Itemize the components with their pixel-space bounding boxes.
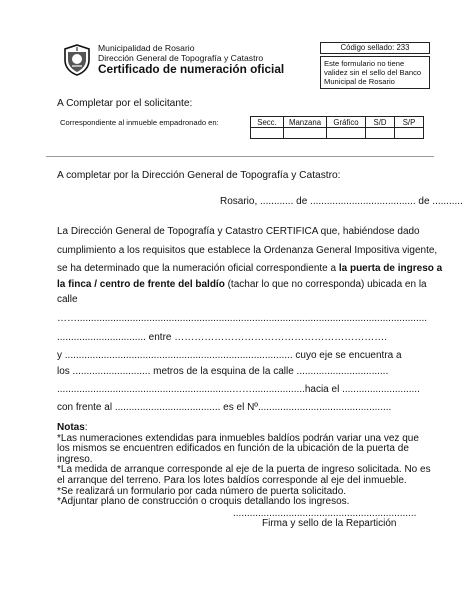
department-name: Dirección General de Topografía y Catastro	[98, 53, 264, 63]
cadastre-input-secc[interactable]	[251, 128, 284, 139]
cadastre-header-manzana: Manzana	[284, 117, 327, 128]
cadastre-header-sd: S/D	[366, 117, 395, 128]
notes-heading-line: Notas:	[57, 422, 88, 433]
validity-note-box: Este formulario no tiene validez sin el sello del Banco Municipal de Rosario	[320, 56, 430, 89]
cadastre-header-sp: S/P	[395, 117, 424, 128]
municipality-name: Municipalidad de Rosario	[98, 43, 195, 53]
signature-label: Firma y sello de la Repartición	[262, 518, 397, 529]
frontage-number-fill-line[interactable]: con frente al ...................................... es el Nº................................................	[57, 402, 392, 413]
certificate-line-5: calle	[57, 294, 78, 305]
cadastre-table	[250, 116, 424, 139]
property-label: Correspondiente al inmueble empadronado en:	[60, 118, 219, 127]
cadastre-input-grafico[interactable]	[327, 128, 366, 139]
distance-fill-line[interactable]: los ............................ metros de la esquina de la calle .................................	[57, 366, 389, 377]
notes-block	[57, 423, 431, 508]
certificate-line-3-start: se ha determinado que la numeración oficial correspondiente a	[57, 263, 339, 274]
cadastre-header-secc: Secc.	[251, 117, 284, 128]
section-divider	[46, 156, 434, 157]
notes-heading: Notas	[57, 422, 85, 433]
page-title: Certificado de numeración oficial	[98, 62, 285, 76]
signature-line[interactable]: ..................................................................	[233, 508, 417, 519]
office-section-heading: A completar por la Dirección General de Topografía y Catastro:	[57, 170, 341, 181]
seal-icon	[62, 44, 92, 76]
date-line[interactable]: Rosario, ............ de ...................................... de ...........	[220, 196, 463, 207]
between-fill-line[interactable]: ................................ entre ……………………………………………………….	[57, 332, 388, 343]
certificate-line-4-end: (tachar lo que no corresponda) ubicada en la	[224, 279, 427, 290]
stamp-code-box: Código sellado: 233	[320, 42, 430, 54]
certificate-line-2: cumplimiento a los requisitos que establece la Ordenanza General Impositiva vigente,	[57, 245, 438, 256]
certificate-line-3-bold: la puerta de ingreso a	[338, 263, 443, 274]
note-item: *Las numeraciones extendidas para inmuebles baldíos podrán variar una vez que los mismos se encuentren edificados en función de la ubicación de la puerta de ingreso.	[57, 432, 419, 465]
applicant-section-heading: A Completar por el solicitante:	[57, 98, 193, 109]
note-item: *Se realizará un formulario por cada número de puerta solicitado.	[57, 485, 347, 497]
certificate-line-3	[57, 263, 442, 275]
certificate-line-4	[57, 279, 427, 291]
certificate-line-1: La Dirección General de Topografía y Catastro CERTIFICA que, habiéndose dado	[57, 226, 420, 237]
note-item: *Adjuntar plano de construcción o croquis detallando los ingresos.	[57, 496, 350, 508]
cadastre-header-grafico: Gráfico	[327, 117, 366, 128]
direction-fill-line[interactable]: ...............................................................……...................hacia el ............................	[57, 384, 420, 395]
cadastre-input-sd[interactable]	[366, 128, 395, 139]
certificate-line-4-bold: la finca / centro de frente del baldío	[57, 279, 225, 290]
cadastre-input-manzana[interactable]	[284, 128, 327, 139]
note-item: *La medida de arranque corresponde al eje de la puerta de ingreso solicitada. No es el arranque del terreno. Para los lotes baldíos corresponde al eje del inmueble.	[57, 464, 431, 486]
cadastre-input-sp[interactable]	[395, 128, 424, 139]
street-fill-line[interactable]: ……..............................................................................................................................	[57, 313, 428, 324]
axis-fill-line[interactable]: y .................................................................................. cuyo eje se encuentra a	[57, 350, 402, 361]
